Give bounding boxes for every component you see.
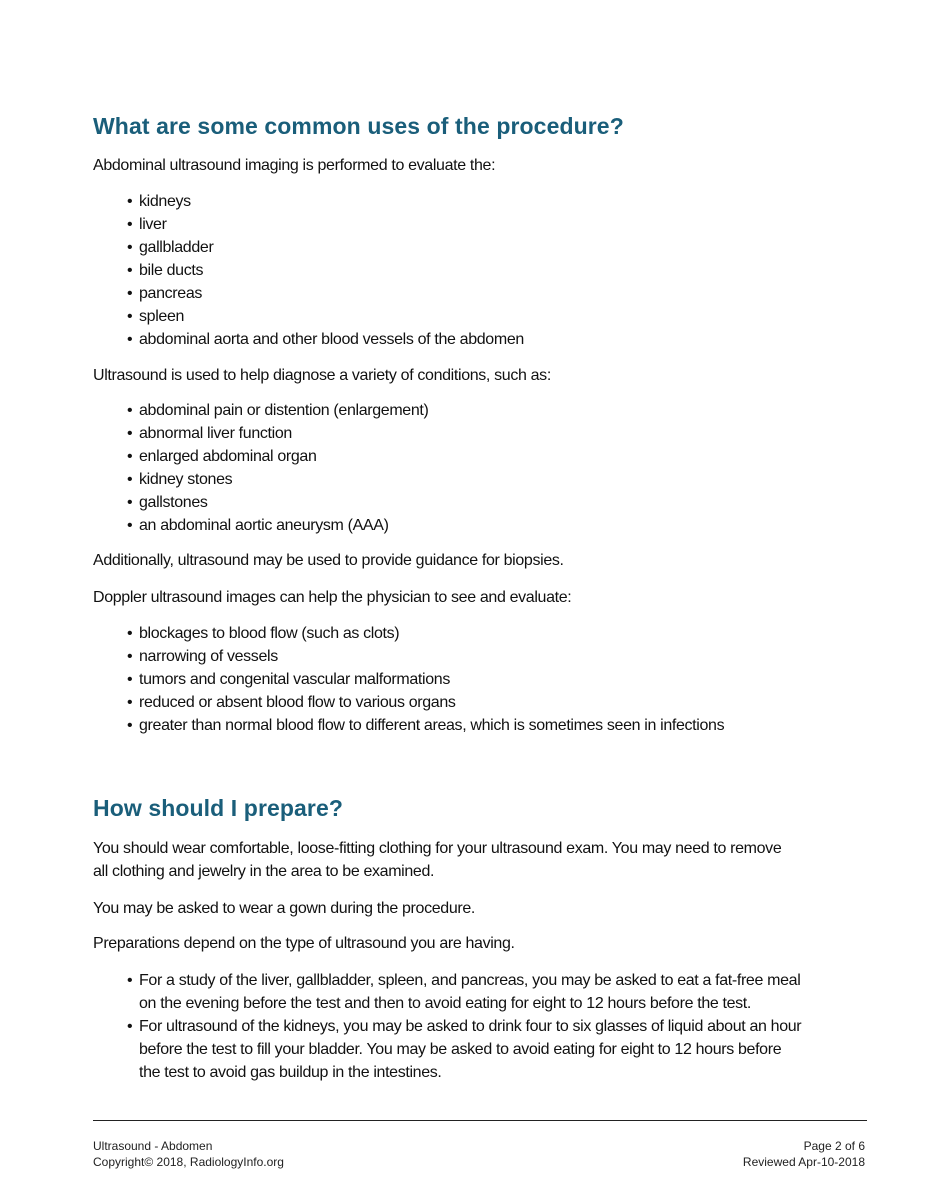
preparation-list: [127, 969, 872, 1084]
list-item-line: the test to avoid gas buildup in the intestines.: [139, 1064, 442, 1081]
list-item: • bile ducts: [127, 259, 872, 282]
clothing-paragraph: [93, 837, 873, 883]
list-item: • greater than normal blood flow to different areas, which is sometimes seen in infections: [127, 714, 872, 737]
list-item: • an abdominal aortic aneurysm (AAA): [127, 514, 872, 537]
doppler-intro: Doppler ultrasound images can help the physician to see and evaluate:: [93, 589, 572, 606]
list-item: • pancreas: [127, 282, 872, 305]
list-item: • narrowing of vessels: [127, 645, 872, 668]
footer-divider: [93, 1120, 867, 1121]
list-item: • liver: [127, 213, 872, 236]
list-item: • gallstones: [127, 491, 872, 514]
section-heading-prepare: How should I prepare?: [93, 795, 344, 821]
clothing-line-2: all clothing and jewelry in the area to be examined.: [93, 863, 435, 880]
list-item: • abnormal liver function: [127, 422, 872, 445]
list-item: • tumors and congenital vascular malformations: [127, 668, 872, 691]
list-item-line: on the evening before the test and then to avoid eating for eight to 12 hours before the test.: [139, 995, 751, 1012]
section-heading-common-uses: What are some common uses of the procedure?: [93, 113, 624, 139]
list-item: • enlarged abdominal organ: [127, 445, 872, 468]
conditions-list: [127, 399, 872, 537]
list-item: • blockages to blood flow (such as clots): [127, 622, 872, 645]
list-item-line: For ultrasound of the kidneys, you may be asked to drink four to six glasses of liquid about an hour: [139, 1018, 802, 1035]
biopsy-paragraph: Additionally, ultrasound may be used to provide guidance for biopsies.: [93, 552, 564, 569]
list-item: [127, 1015, 872, 1084]
organs-list: [127, 190, 872, 351]
list-item: • abdominal aorta and other blood vessels of the abdomen: [127, 328, 872, 351]
list-item-line: For a study of the liver, gallbladder, spleen, and pancreas, you may be asked to eat a fat-free meal: [139, 972, 801, 989]
preparations-paragraph: Preparations depend on the type of ultrasound you are having.: [93, 935, 515, 952]
footer-reviewed-date: Reviewed Apr-10-2018: [742, 1155, 865, 1169]
conditions-intro: Ultrasound is used to help diagnose a variety of conditions, such as:: [93, 367, 551, 384]
gown-paragraph: You may be asked to wear a gown during the procedure.: [93, 900, 476, 917]
footer-page-number: Page 2 of 6: [803, 1139, 865, 1153]
footer-copyright: Copyright© 2018, RadiologyInfo.org: [93, 1155, 284, 1169]
list-item: • spleen: [127, 305, 872, 328]
list-item: [127, 969, 872, 1015]
footer-doc-title: Ultrasound - Abdomen: [93, 1139, 213, 1153]
list-item: • kidney stones: [127, 468, 872, 491]
list-item: • kidneys: [127, 190, 872, 213]
doppler-list: [127, 622, 872, 737]
organs-intro: Abdominal ultrasound imaging is performed to evaluate the:: [93, 157, 496, 174]
list-item-line: before the test to fill your bladder. You may be asked to avoid eating for eight to 12 hours before: [139, 1041, 782, 1058]
list-item: • gallbladder: [127, 236, 872, 259]
list-item: • reduced or absent blood flow to various organs: [127, 691, 872, 714]
list-item: • abdominal pain or distention (enlargement): [127, 399, 872, 422]
clothing-line-1: You should wear comfortable, loose-fitting clothing for your ultrasound exam. You may need to remove: [93, 840, 782, 857]
